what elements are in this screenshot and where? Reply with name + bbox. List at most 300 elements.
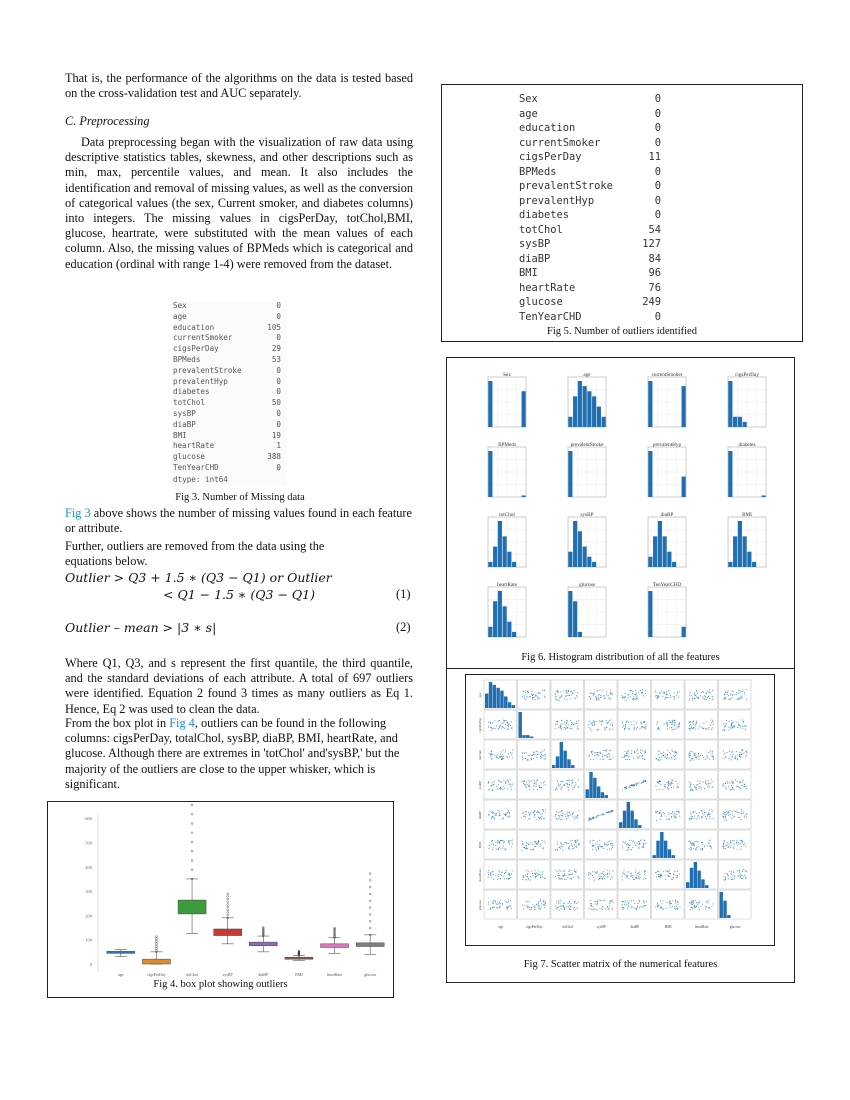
fig7-point [627, 753, 628, 754]
fig7-point [538, 841, 539, 842]
fig7-point [643, 727, 644, 728]
fig7-point [611, 811, 612, 812]
fig7-point [565, 816, 566, 817]
fig7-point [527, 759, 528, 760]
fig7-point [690, 842, 691, 843]
fig7-point [592, 817, 593, 818]
fig7-point [677, 875, 678, 876]
fig7-point [597, 752, 598, 753]
fig7-cell [484, 770, 517, 799]
fig7-point [709, 818, 710, 819]
fig7-cell [484, 830, 517, 859]
fig7-point [658, 905, 659, 906]
fig7-point [702, 810, 703, 811]
fig7-point [602, 813, 603, 814]
fig7-point [637, 696, 638, 697]
fig7-point [533, 904, 534, 905]
fig7-point [668, 871, 669, 872]
fig7-point [524, 905, 525, 906]
fig7-point [746, 786, 747, 787]
fig7-point [502, 723, 503, 724]
fig7-point [737, 758, 738, 759]
fig7-point [569, 905, 570, 906]
fig7-point [503, 817, 504, 818]
fig7-point [596, 816, 597, 817]
fig7-point [493, 784, 494, 785]
fig7-point [562, 819, 563, 820]
fig7-point [641, 783, 642, 784]
fig7-point [622, 727, 623, 728]
fig7-point [592, 751, 593, 752]
fig7-point [612, 909, 613, 910]
fig7-point [667, 728, 668, 729]
fig7-cell [585, 710, 618, 739]
fig7-point [729, 782, 730, 783]
fig7-point [568, 817, 569, 818]
fig7-point [712, 699, 713, 700]
fig7-point [712, 724, 713, 725]
fig7-point [593, 816, 594, 817]
fig7-point [545, 903, 546, 904]
fig7-point [693, 727, 694, 728]
fig7-point [562, 781, 563, 782]
fig4-box [249, 942, 277, 946]
fig7-point [731, 785, 732, 786]
fig7-point [709, 809, 710, 810]
fig7-point [731, 879, 732, 880]
fig7-point [690, 760, 691, 761]
fig7-point [573, 877, 574, 878]
fig7-point [694, 726, 695, 727]
fig7-point [746, 689, 747, 690]
fig7-point [602, 878, 603, 879]
fig7-point [669, 758, 670, 759]
fig7-point [630, 849, 631, 850]
fig7-point [665, 875, 666, 876]
fig7-point [725, 697, 726, 698]
fig5-feature: totChol [519, 223, 563, 236]
fig7-point [689, 786, 690, 787]
fig7-point [691, 814, 692, 815]
fig7-cell [652, 800, 685, 829]
fig7-point [740, 843, 741, 844]
fig7-point [510, 786, 511, 787]
fig7-point [534, 841, 535, 842]
fig7-point [556, 787, 557, 788]
fig7-point [669, 752, 670, 753]
fig4-outlier [369, 920, 371, 922]
fig7-point [709, 814, 710, 815]
fig7-point [600, 752, 601, 753]
fig7-point [609, 812, 610, 813]
fig7-point [706, 692, 707, 693]
fig7-point [591, 903, 592, 904]
fig7-point [676, 906, 677, 907]
fig7-hist-bar [508, 702, 511, 708]
fig7-point [532, 691, 533, 692]
fig7-point [746, 813, 747, 814]
fig7-point [525, 814, 526, 815]
fig7-point [725, 877, 726, 878]
fig7-point [672, 811, 673, 812]
fig7-cell [551, 890, 584, 919]
fig5-feature: BMI [519, 267, 538, 279]
fig4-ytick: 300 [85, 889, 92, 895]
fig3-count: 105 [267, 322, 281, 332]
fig7-point [600, 759, 601, 760]
fig3-caption: Fig 3. Number of Missing data [175, 492, 305, 503]
fig7-point [532, 844, 533, 845]
fig7-point [689, 902, 690, 903]
fig7-point [611, 876, 612, 877]
fig7-point [576, 695, 577, 696]
fig7-point [733, 782, 734, 783]
fig7-point [744, 786, 745, 787]
fig3-row [173, 441, 281, 452]
fig7-point [600, 814, 601, 815]
fig7-point [658, 754, 659, 755]
fig7-point [689, 781, 690, 782]
fig7-point [568, 903, 569, 904]
fig5-feature: heartRate [519, 281, 576, 294]
fig7-point [493, 817, 494, 818]
fig7-point [566, 842, 567, 843]
fig7-point [677, 901, 678, 902]
fig7-point [723, 750, 724, 751]
fig7-point [544, 907, 545, 908]
fig7-cell [585, 860, 618, 889]
fig7-point [739, 725, 740, 726]
fig7-point [492, 728, 493, 729]
fig7-point [598, 879, 599, 880]
fig7-point [495, 728, 496, 729]
fig7-col-label: cigsPerDay [525, 925, 543, 929]
fig7-point [511, 754, 512, 755]
fig7-point [562, 781, 563, 782]
fig7-point [590, 759, 591, 760]
fig7-hist-bar [571, 765, 574, 768]
fig7-point [530, 842, 531, 843]
fig7-point [536, 904, 537, 905]
fig7-point [534, 814, 535, 815]
fig7-point [596, 698, 597, 699]
fig7-point [508, 784, 509, 785]
fig7-point [609, 750, 610, 751]
fig7-point [536, 751, 537, 752]
fig7-point [494, 907, 495, 908]
fig7-point [665, 870, 666, 871]
fig7-point [558, 692, 559, 693]
fig7-point [571, 878, 572, 879]
fig7-point [701, 727, 702, 728]
fig7-point [706, 784, 707, 785]
fig7-point [728, 878, 729, 879]
fig7-point [695, 695, 696, 696]
fig7-point [698, 756, 699, 757]
fig7-point [527, 784, 528, 785]
fig6-bar [583, 386, 587, 427]
fig7-point [657, 903, 658, 904]
fig7-point [689, 756, 690, 757]
fig7-point [741, 809, 742, 810]
fig7-point [666, 694, 667, 695]
fig7-point [504, 849, 505, 850]
fig7-point [572, 840, 573, 841]
fig7-point [671, 787, 672, 788]
fig7-point [643, 844, 644, 845]
fig7-point [534, 846, 535, 847]
fig7-point [744, 692, 745, 693]
fig4-link[interactable]: Fig 4 [169, 716, 195, 730]
fig4-outlier [227, 909, 229, 911]
fig7-point [555, 849, 556, 850]
fig7-point [743, 876, 744, 877]
fig7-point [538, 906, 539, 907]
fig7-point [600, 721, 601, 722]
fig7-point [700, 849, 701, 850]
fig7-point [604, 878, 605, 879]
boxplot-text-a: From the box plot in [65, 716, 170, 730]
fig7-point [657, 750, 658, 751]
fig7-point [564, 814, 565, 815]
fig7-point [712, 720, 713, 721]
fig7-point [541, 787, 542, 788]
fig7-point [556, 901, 557, 902]
fig7-point [529, 784, 530, 785]
fig7-point [506, 756, 507, 757]
fig7-point [565, 696, 566, 697]
fig7-point [697, 784, 698, 785]
outliers-intro: Further, outliers are removed from the data using the equations below. [65, 539, 325, 569]
fig7-point [725, 788, 726, 789]
fig7-point [568, 789, 569, 790]
fig5-feature: education [519, 122, 576, 134]
fig7-point [625, 900, 626, 901]
fig7-point [531, 759, 532, 760]
fig7-point [726, 820, 727, 821]
fig7-point [696, 722, 697, 723]
fig7-point [558, 727, 559, 728]
fig6-panel-title: TenYearCHD [652, 582, 682, 588]
fig7-point [560, 784, 561, 785]
fig7-point [661, 814, 662, 815]
fig7-point [501, 788, 502, 789]
fig7-point [500, 840, 501, 841]
fig7-point [690, 909, 691, 910]
fig7-point [638, 692, 639, 693]
fig7-point [698, 907, 699, 908]
fig7-point [689, 752, 690, 753]
fig7-point [664, 757, 665, 758]
fig7-point [712, 727, 713, 728]
fig7-point [589, 721, 590, 722]
fig7-point [625, 759, 626, 760]
fig7-point [637, 758, 638, 759]
fig7-point [677, 877, 678, 878]
fig7-point [524, 847, 525, 848]
fig7-point [558, 873, 559, 874]
fig7-point [639, 907, 640, 908]
fig7-point [570, 720, 571, 721]
fig7-point [701, 817, 702, 818]
fig6-panel-title: diaBP [660, 512, 674, 518]
fig7-point [502, 759, 503, 760]
fig7-point [724, 840, 725, 841]
fig7-point [722, 784, 723, 785]
fig7-point [633, 721, 634, 722]
fig7-point [667, 787, 668, 788]
fig7-point [674, 692, 675, 693]
fig7-point [696, 758, 697, 759]
fig7-point [636, 785, 637, 786]
fig7-point [505, 872, 506, 873]
fig7-point [511, 846, 512, 847]
fig7-point [726, 873, 727, 874]
fig4-outlier [369, 927, 371, 929]
fig7-point [628, 697, 629, 698]
fig6-caption: Fig 6. Histogram distribution of all the features [521, 652, 720, 663]
fig7-point [655, 692, 656, 693]
fig7-point [608, 844, 609, 845]
fig7-point [577, 817, 578, 818]
fig7-point [727, 692, 728, 693]
fig7-point [707, 756, 708, 757]
fig7-point [598, 815, 599, 816]
fig7-point [708, 812, 709, 813]
fig7-point [694, 693, 695, 694]
fig3-link[interactable]: Fig 3 [65, 506, 91, 520]
fig7-point [726, 720, 727, 721]
fig7-cell [518, 800, 551, 829]
fig6-bar [663, 536, 667, 567]
fig3-row [173, 398, 281, 409]
fig7-point [609, 903, 610, 904]
fig7-point [537, 903, 538, 904]
fig7-point [566, 690, 567, 691]
fig7-point [569, 878, 570, 879]
fig7-cell [618, 830, 651, 859]
fig7-point [655, 758, 656, 759]
fig7-point [530, 812, 531, 813]
fig7-point [674, 720, 675, 721]
fig7-point [612, 847, 613, 848]
fig7-point [696, 690, 697, 691]
fig7-point [597, 871, 598, 872]
fig7-point [569, 784, 570, 785]
fig7-point [665, 787, 666, 788]
fig7-point [699, 786, 700, 787]
fig7-point [745, 751, 746, 752]
fig7-point [699, 783, 700, 784]
fig7-point [530, 876, 531, 877]
fig7-point [495, 875, 496, 876]
fig7-point [559, 846, 560, 847]
fig7-point [692, 904, 693, 905]
fig7-point [631, 875, 632, 876]
fig7-point [511, 721, 512, 722]
fig7-point [622, 845, 623, 846]
fig7-point [591, 752, 592, 753]
fig7-point [732, 879, 733, 880]
fig7-point [636, 783, 637, 784]
fig6-panel-title: prevalentHyp [652, 442, 682, 448]
fig7-point [540, 872, 541, 873]
fig7-point [566, 723, 567, 724]
fig7-point [508, 726, 509, 727]
fig7-point [589, 817, 590, 818]
fig7-point [503, 814, 504, 815]
fig7-point [707, 697, 708, 698]
fig7-point [557, 849, 558, 850]
fig7-point [746, 752, 747, 753]
fig7-point [602, 758, 603, 759]
fig7-point [558, 784, 559, 785]
fig7-point [656, 724, 657, 725]
fig7-point [544, 904, 545, 905]
fig7-point [499, 720, 500, 721]
fig7-point [504, 878, 505, 879]
fig7-point [544, 758, 545, 759]
fig7-point [746, 788, 747, 789]
fig7-point [656, 872, 657, 873]
fig7-point [746, 816, 747, 817]
fig7-point [500, 818, 501, 819]
fig7-point [632, 693, 633, 694]
fig7-point [571, 780, 572, 781]
fig7-point [507, 757, 508, 758]
fig7-hist-bar [485, 694, 488, 708]
fig7-point [666, 723, 667, 724]
fig7-point [723, 844, 724, 845]
fig7-point [698, 788, 699, 789]
fig7-point [574, 819, 575, 820]
fig7-point [596, 873, 597, 874]
fig7-point [732, 787, 733, 788]
fig7-point [637, 727, 638, 728]
fig7-point [711, 729, 712, 730]
fig7-point [577, 728, 578, 729]
fig7-point [657, 905, 658, 906]
fig7-point [638, 782, 639, 783]
fig7-point [668, 814, 669, 815]
fig7-point [612, 871, 613, 872]
fig7-point [490, 727, 491, 728]
fig7-point [676, 753, 677, 754]
fig7-point [674, 906, 675, 907]
fig7-point [498, 841, 499, 842]
fig7-point [701, 842, 702, 843]
fig6-bar [733, 417, 737, 427]
fig7-point [488, 781, 489, 782]
fig7-point [592, 909, 593, 910]
fig7-point [502, 840, 503, 841]
fig6-bar [578, 531, 582, 567]
fig7-point [534, 909, 535, 910]
fig7-point [641, 693, 642, 694]
fig7-point [624, 788, 625, 789]
fig7-point [708, 907, 709, 908]
fig7-cell [685, 740, 718, 769]
fig7-point [631, 907, 632, 908]
fig7-point [639, 878, 640, 879]
fig7-point [558, 818, 559, 819]
fig7-point [535, 906, 536, 907]
fig7-point [557, 788, 558, 789]
fig7-point [741, 813, 742, 814]
fig7-point [657, 695, 658, 696]
fig7-row-label: diaBP [478, 810, 482, 820]
fig7-point [695, 900, 696, 901]
